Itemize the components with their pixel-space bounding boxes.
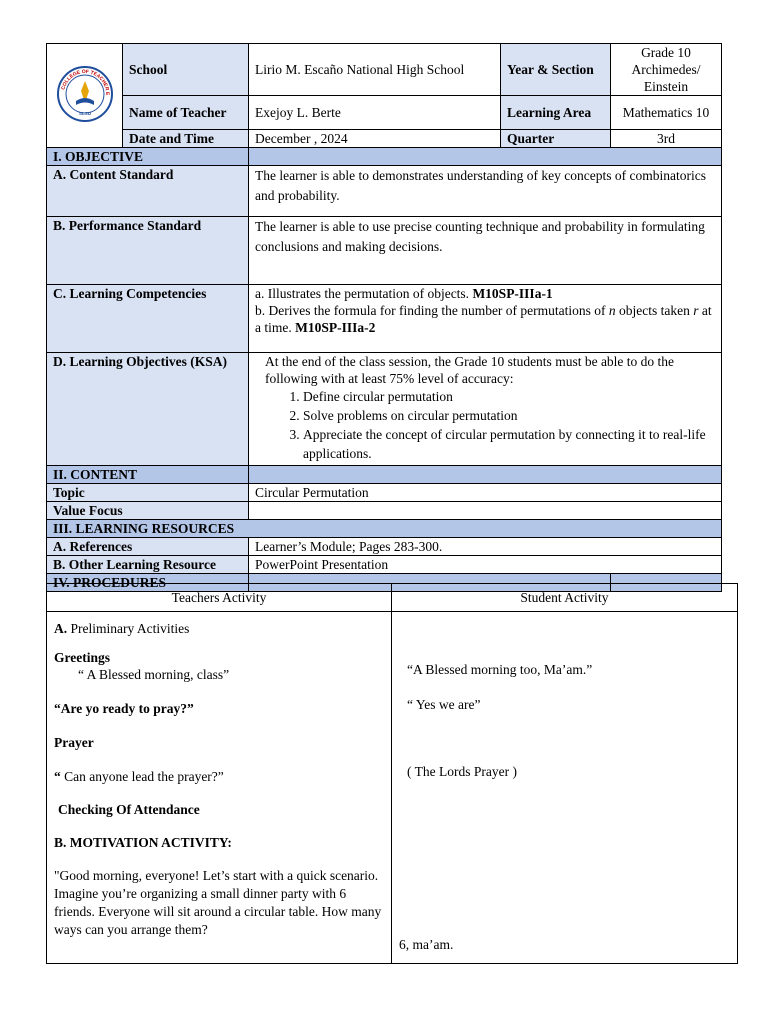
date-label: Date and Time: [123, 130, 249, 148]
student-yes: “ Yes we are”: [407, 697, 481, 712]
student-greet: “A Blessed morning too, Ma’am.”: [407, 662, 593, 677]
motivation-text: "Good morning, everyone! Let’s start with a quick scenario. Imagine you’re organizing a small dinner party with 6 friends. Everyone will sit around a circular table. How many ways can you arrange them?: [54, 868, 382, 937]
other-resource-label: B. Other Learning Resource: [47, 556, 249, 574]
objective-heading: I. OBJECTIVE: [47, 148, 249, 166]
teacher-activity-header: Teachers Activity: [47, 584, 392, 612]
area-label: Learning Area: [501, 96, 611, 130]
greetings-label: Greetings: [54, 650, 110, 665]
ksa-text: At the end of the class session, the Grade 10 students must be able to do the following with at least 75% level of accuracy: 1. Define circular permutation 2. Solve problems on circular permutation 3. Appreciate the concept of circular permutation by connecting it to real-life applications.: [249, 353, 722, 466]
teacher-value: Exejoy L. Berte: [249, 96, 501, 130]
school-logo: [56, 63, 114, 125]
student-answer: 6, ma’am.: [399, 937, 454, 952]
value-focus-value: [249, 502, 722, 520]
procedures-table: [46, 583, 738, 964]
list-item: 3. Appreciate the concept of circular permutation by connecting it to real-life applications.: [303, 425, 715, 463]
teacher-activity-cell: A. Preliminary Activities Greetings “ A Blessed morning, class” “Are yo ready to pray?” Prayer “ Can anyone lead the prayer?” Checking Of Attendance B. MOTIVATION ACTIVITY: "Good morning, everyone! Let’s start with a quick scenario. Imagine you’re organizing a small dinner party with 6 friends. Everyone will sit around a circular table. How many ways can you arrange them?: [47, 612, 392, 964]
references-label: A. References: [47, 538, 249, 556]
performance-standard-label: B. Performance Standard: [47, 217, 249, 285]
student-activity-cell: [392, 612, 738, 964]
ksa-list: [255, 387, 715, 463]
topic-label: Topic: [47, 484, 249, 502]
date-value: December , 2024: [249, 130, 501, 148]
quarter-label: Quarter: [501, 130, 611, 148]
student-prayer: ( The Lords Prayer ): [407, 764, 517, 779]
school-label: School: [123, 44, 249, 96]
logo-text-top: COLLEGE OF TEACHER E: [59, 68, 110, 95]
area-value: Mathematics 10: [611, 96, 722, 130]
year-label: Year & Section: [501, 44, 611, 96]
performance-standard-text: The learner is able to use precise counting technique and probability in formulating conclusions and making decisions.: [249, 217, 722, 285]
school-value: Lirio M. Escaño National High School: [249, 44, 501, 96]
quarter-value: 3rd: [611, 130, 722, 148]
other-resource-value: PowerPoint Presentation: [249, 556, 722, 574]
greetings-text: “ A Blessed morning, class”: [78, 667, 230, 682]
procedures-heading: IV. PROCEDURES: [47, 574, 249, 592]
competencies-label: C. Learning Competencies: [47, 285, 249, 353]
competencies-text: a. Illustrates the permutation of objects. M10SP-IIIa-1 b. Derives the formula for finding the number of permutations of n objects taken r at a time. M10SP-IIIa-2: [249, 285, 722, 353]
list-item: 1. Define circular permutation: [303, 387, 715, 406]
value-focus-label: Value Focus: [47, 502, 249, 520]
references-value: Learner’s Module; Pages 283-300.: [249, 538, 722, 556]
content-standard-text: The learner is able to demonstrates understanding of key concepts of combinatorics and probability.: [249, 166, 722, 217]
school-logo-cell: [47, 44, 123, 148]
attendance-label: Checking Of Attendance: [58, 802, 200, 817]
ready-text: “Are yo ready to pray?”: [54, 701, 194, 716]
teacher-label: Name of Teacher: [123, 96, 249, 130]
content-heading: II. CONTENT: [47, 466, 249, 484]
resources-heading: III. LEARNING RESOURCES: [47, 520, 722, 538]
list-item: 2. Solve problems on circular permutation: [303, 406, 715, 425]
logo-text-bottom: SLSU: [78, 110, 91, 116]
ksa-label: D. Learning Objectives (KSA): [47, 353, 249, 466]
motivation-label: B. MOTIVATION ACTIVITY:: [54, 835, 232, 850]
student-activity-header: Student Activity: [392, 584, 738, 612]
lesson-plan-table: [46, 43, 722, 592]
year-value: Grade 10 Archimedes/ Einstein: [611, 44, 722, 96]
topic-value: Circular Permutation: [249, 484, 722, 502]
content-standard-label: A. Content Standard: [47, 166, 249, 217]
prayer-label: Prayer: [54, 735, 94, 750]
lead-prayer-text: “ Can anyone lead the prayer?”: [54, 769, 224, 784]
